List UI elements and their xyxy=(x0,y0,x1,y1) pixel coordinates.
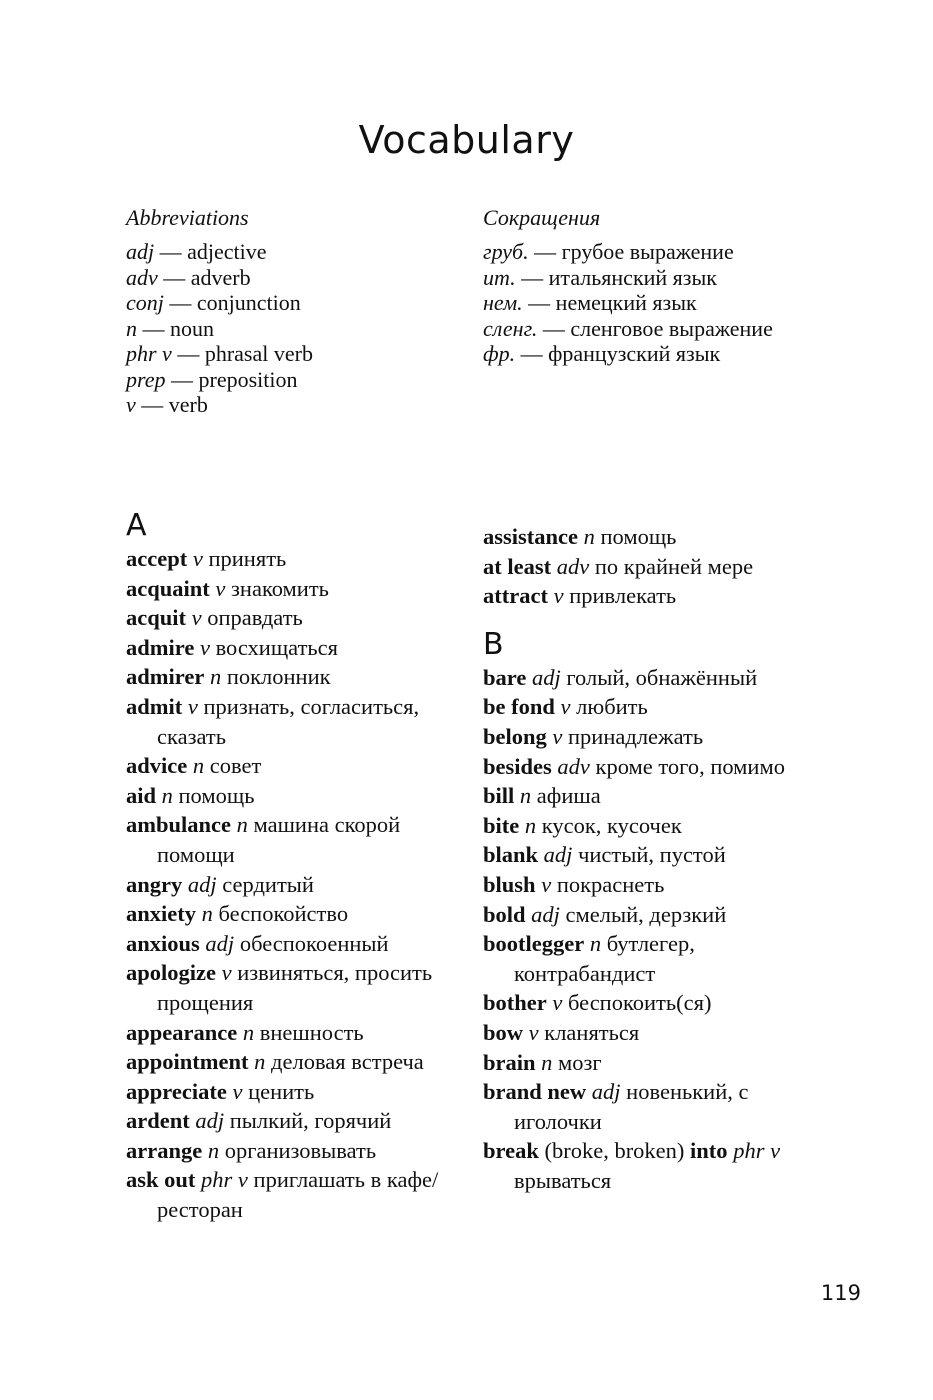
vocabulary-entry xyxy=(126,1018,446,1048)
abbreviation-item xyxy=(126,392,446,418)
entry-word: admire xyxy=(126,634,195,660)
entry-word: acquaint xyxy=(126,575,210,601)
vocabulary-entry xyxy=(126,1136,446,1166)
vocabulary-list-a-part2 xyxy=(483,522,805,611)
vocabulary-entry xyxy=(483,811,805,841)
entry-part-of-speech: n xyxy=(541,1049,553,1075)
vocabulary-entry xyxy=(483,900,805,930)
entry-part-of-speech: v xyxy=(528,1019,539,1045)
vocabulary-entry xyxy=(126,781,446,811)
entry-word: anxious xyxy=(126,930,200,956)
entry-part-of-speech: n xyxy=(161,782,173,808)
entry-note: (broke, broken) xyxy=(544,1138,685,1164)
entry-part-of-speech: v xyxy=(552,723,563,749)
abbreviation-item xyxy=(483,290,843,316)
entry-word: angry xyxy=(126,871,183,897)
entry-word: break xyxy=(483,1138,539,1164)
vocabulary-entry xyxy=(126,692,446,751)
abbreviation-item xyxy=(483,265,843,291)
vocabulary-entry xyxy=(126,899,446,929)
entry-translation: знакомить xyxy=(231,575,329,601)
entry-part-of-speech: n xyxy=(254,1049,266,1075)
entry-word: belong xyxy=(483,723,547,749)
entry-word-continued: into xyxy=(690,1138,728,1164)
entry-translation: организовывать xyxy=(224,1137,377,1163)
abbreviation-code: prep xyxy=(126,366,166,392)
entry-word: admirer xyxy=(126,664,205,690)
vocabulary-entry xyxy=(483,692,805,722)
vocabulary-entry xyxy=(483,722,805,752)
entry-word: aid xyxy=(126,782,157,808)
page-number: 119 xyxy=(820,1281,861,1305)
entry-part-of-speech: v xyxy=(541,871,552,897)
vocabulary-entry xyxy=(126,929,446,959)
abbreviation-item xyxy=(483,341,843,367)
abbreviation-code: conj xyxy=(126,290,164,315)
entry-translation: любить xyxy=(576,694,648,720)
abbreviation-meaning: verb xyxy=(168,392,208,417)
entry-part-of-speech: n xyxy=(519,783,532,809)
vocabulary-entry xyxy=(483,988,805,1018)
abbreviation-separator: — xyxy=(154,239,188,264)
vocabulary-entry xyxy=(126,1077,446,1107)
vocabulary-entry xyxy=(126,662,446,692)
abbreviation-separator: — xyxy=(135,392,169,417)
entry-part-of-speech: v xyxy=(191,605,202,631)
entry-word: bootlegger xyxy=(483,931,585,957)
entry-translation: беспокойство xyxy=(218,901,349,927)
abbreviation-meaning: немецкий язык xyxy=(555,290,697,315)
vocabulary-entry xyxy=(483,752,805,782)
abbreviation-separator: — xyxy=(537,315,571,341)
abbreviation-separator: — xyxy=(528,239,562,264)
abbreviation-code: нем. xyxy=(483,290,523,315)
entry-part-of-speech: adj xyxy=(543,842,573,868)
abbreviation-code: phr v xyxy=(126,341,172,366)
vocabulary-entry xyxy=(126,1106,446,1136)
entry-part-of-speech: v xyxy=(187,693,198,719)
vocabulary-column-left xyxy=(126,508,446,1225)
entry-translation: бутлегер, контрабандист xyxy=(514,931,695,986)
abbreviation-meaning: conjunction xyxy=(196,290,301,315)
entry-part-of-speech: phr v xyxy=(201,1167,248,1193)
abbreviation-item xyxy=(126,239,446,265)
vocabulary-entry xyxy=(483,929,805,988)
entry-translation: машина скорой помощи xyxy=(157,812,401,867)
vocabulary-entry xyxy=(126,603,446,633)
vocabulary-entry xyxy=(126,870,446,900)
entry-translation: беспокоить(ся) xyxy=(568,990,712,1016)
abbreviation-item xyxy=(126,290,446,316)
abbreviation-separator: — xyxy=(515,264,549,290)
vocabulary-entry xyxy=(126,544,446,574)
vocabulary-list-b xyxy=(483,663,805,1196)
entry-word: appearance xyxy=(126,1019,238,1045)
entry-part-of-speech: v xyxy=(560,694,571,720)
vocabulary-column-right xyxy=(483,522,805,1195)
abbreviation-item xyxy=(483,316,843,342)
abbreviation-item xyxy=(483,239,843,265)
entry-word: bold xyxy=(483,901,526,927)
entry-translation: пылкий, горячий xyxy=(229,1108,392,1134)
entry-translation: по крайней мере xyxy=(594,553,754,579)
entry-word: acquit xyxy=(126,605,187,631)
entry-translation: мозг xyxy=(558,1049,602,1075)
entry-part-of-speech: phr v xyxy=(733,1138,781,1164)
vocabulary-entry xyxy=(126,958,446,1017)
page-title: Vocabulary xyxy=(358,118,575,162)
abbreviations-russian xyxy=(483,204,843,367)
entry-part-of-speech: adv xyxy=(557,753,590,779)
abbreviations-list-ru xyxy=(483,239,843,367)
entry-word: brand new xyxy=(483,1079,587,1105)
entry-translation: кусок, кусочек xyxy=(541,812,682,838)
entry-word: admit xyxy=(126,693,183,719)
abbreviation-meaning: французский язык xyxy=(548,341,721,366)
entry-part-of-speech: v xyxy=(215,575,226,601)
entry-translation: совет xyxy=(209,753,262,779)
abbreviation-meaning: adjective xyxy=(187,239,267,264)
abbreviation-code: adj xyxy=(126,239,155,264)
abbreviation-code: фр. xyxy=(483,341,516,366)
vocabulary-entry xyxy=(483,581,805,611)
abbreviation-item xyxy=(126,316,446,342)
entry-part-of-speech: n xyxy=(207,1137,220,1163)
abbreviation-item xyxy=(126,341,446,367)
entry-translation: оправдать xyxy=(207,605,303,631)
entry-part-of-speech: n xyxy=(524,812,537,838)
entry-part-of-speech: adj xyxy=(591,1079,621,1105)
vocabulary-entry xyxy=(483,552,805,582)
entry-part-of-speech: v xyxy=(199,634,210,660)
entry-part-of-speech: v xyxy=(552,990,563,1016)
entry-word: bow xyxy=(483,1019,524,1045)
vocabulary-entry xyxy=(483,1136,805,1195)
abbreviation-meaning: итальянский язык xyxy=(548,264,717,290)
entry-translation: сердитый xyxy=(222,871,314,897)
abbreviation-code: ит. xyxy=(483,264,516,290)
abbreviation-meaning: грубое выражение xyxy=(561,239,734,264)
entry-part-of-speech: n xyxy=(192,753,205,779)
vocabulary-entry xyxy=(126,633,446,663)
abbreviation-meaning: preposition xyxy=(198,366,298,392)
entry-translation: извиняться, просить прощения xyxy=(157,960,433,1015)
abbreviation-code: n xyxy=(126,315,137,341)
section-letter-a: A xyxy=(126,508,147,543)
abbreviation-separator: — xyxy=(171,341,205,366)
entry-translation: афиша xyxy=(536,783,601,809)
entry-word: advice xyxy=(126,753,188,779)
entry-translation: ценить xyxy=(248,1078,315,1104)
abbreviations-list xyxy=(126,239,446,418)
abbreviation-meaning: adverb xyxy=(190,264,251,290)
vocabulary-entry xyxy=(483,840,805,870)
entry-translation: голый, обнажённый xyxy=(566,664,758,690)
entry-translation: обеспокоенный xyxy=(239,930,389,956)
entry-translation: помощь xyxy=(178,782,255,808)
entry-translation: принять xyxy=(208,546,287,571)
vocabulary-entry xyxy=(126,1047,446,1077)
abbreviations-heading: Abbreviations xyxy=(126,205,249,230)
entry-word: apologize xyxy=(126,960,216,986)
entry-part-of-speech: n xyxy=(201,901,213,927)
entry-part-of-speech: n xyxy=(236,812,248,838)
entry-part-of-speech: n xyxy=(583,524,595,549)
entry-translation: покраснеть xyxy=(556,871,665,897)
vocabulary-entry xyxy=(483,522,805,552)
vocabulary-entry xyxy=(483,781,805,811)
entry-part-of-speech: adj xyxy=(205,930,235,956)
abbreviation-code: сленг. xyxy=(483,315,538,341)
abbreviation-item xyxy=(126,265,446,291)
entry-translation: внешность xyxy=(259,1019,364,1045)
abbreviation-code: груб. xyxy=(483,239,529,264)
entry-translation: чистый, пустой xyxy=(578,842,726,868)
vocabulary-entry xyxy=(126,1165,446,1224)
entry-part-of-speech: adj xyxy=(531,664,561,690)
entry-part-of-speech: v xyxy=(192,546,203,571)
entry-word: ask out xyxy=(126,1167,196,1193)
vocabulary-entry xyxy=(126,810,446,869)
entry-word: bare xyxy=(483,664,527,690)
entry-word: accept xyxy=(126,546,188,571)
entry-word: anxiety xyxy=(126,901,196,927)
abbreviation-separator: — xyxy=(165,366,199,392)
entry-word: ardent xyxy=(126,1108,190,1134)
abbreviation-separator: — xyxy=(157,264,191,290)
entry-translation: новенький, с иголочки xyxy=(514,1079,749,1134)
vocabulary-entry xyxy=(483,1018,805,1048)
abbreviation-meaning: сленговое выражение xyxy=(570,315,773,341)
entry-word: blank xyxy=(483,842,539,868)
entry-translation: смелый, дерзкий xyxy=(565,901,727,927)
entry-translation: привлекать xyxy=(569,583,677,609)
entry-part-of-speech: adj xyxy=(187,871,217,897)
entry-translation: кроме того, помимо xyxy=(595,753,785,779)
entry-part-of-speech: adj xyxy=(531,901,560,927)
entry-translation: поклонник xyxy=(226,664,331,690)
entry-part-of-speech: n xyxy=(242,1019,255,1045)
abbreviations-heading-ru: Сокращения xyxy=(483,205,601,230)
entry-word: appointment xyxy=(126,1049,249,1075)
entry-translation: помощь xyxy=(600,524,677,549)
entry-word: besides xyxy=(483,753,552,779)
vocabulary-entry xyxy=(483,1077,805,1136)
abbreviation-code: v xyxy=(126,392,136,417)
section-letter-b: B xyxy=(483,626,504,662)
entry-part-of-speech: v xyxy=(232,1078,243,1104)
abbreviation-code: adv xyxy=(126,264,158,290)
entry-word: assistance xyxy=(483,524,578,549)
vocabulary-entry xyxy=(126,574,446,604)
entry-part-of-speech: n xyxy=(589,931,602,957)
entry-word: attract xyxy=(483,583,548,609)
abbreviations-english xyxy=(126,204,446,418)
entry-part-of-speech: adv xyxy=(556,553,590,579)
vocabulary-entry xyxy=(483,663,805,693)
vocabulary-list-a-part1 xyxy=(126,544,446,1225)
entry-word: be fond xyxy=(483,694,555,720)
entry-part-of-speech: v xyxy=(221,960,232,986)
entry-word: blush xyxy=(483,871,536,897)
entry-translation: врываться xyxy=(514,1167,612,1193)
entry-word: bite xyxy=(483,812,520,838)
abbreviation-separator: — xyxy=(515,341,549,366)
entry-word: at least xyxy=(483,553,552,579)
entry-translation: восхищаться xyxy=(215,634,338,660)
entry-word: brain xyxy=(483,1049,536,1075)
vocabulary-entry xyxy=(483,870,805,900)
entry-word: ambulance xyxy=(126,812,232,838)
entry-word: arrange xyxy=(126,1137,203,1163)
entry-translation: деловая встреча xyxy=(271,1049,424,1075)
abbreviation-item xyxy=(126,367,446,393)
abbreviation-separator: — xyxy=(163,290,197,315)
entry-word: bill xyxy=(483,783,515,809)
entry-part-of-speech: n xyxy=(209,664,222,690)
entry-translation: признать, согласиться, сказать xyxy=(157,693,420,749)
entry-translation: кланяться xyxy=(544,1019,640,1045)
entry-translation: принадлежать xyxy=(568,723,704,749)
vocabulary-entry xyxy=(483,1048,805,1078)
entry-translation: приглашать в кафе/ресторан xyxy=(157,1167,439,1223)
entry-part-of-speech: v xyxy=(553,583,564,609)
entry-word: bother xyxy=(483,990,547,1016)
abbreviation-meaning: phrasal verb xyxy=(204,341,313,366)
abbreviation-meaning: noun xyxy=(170,315,214,341)
abbreviation-separator: — xyxy=(522,290,556,315)
entry-word: appreciate xyxy=(126,1078,227,1104)
abbreviation-separator: — xyxy=(137,315,170,341)
entry-part-of-speech: adj xyxy=(195,1108,225,1134)
vocabulary-entry xyxy=(126,751,446,781)
